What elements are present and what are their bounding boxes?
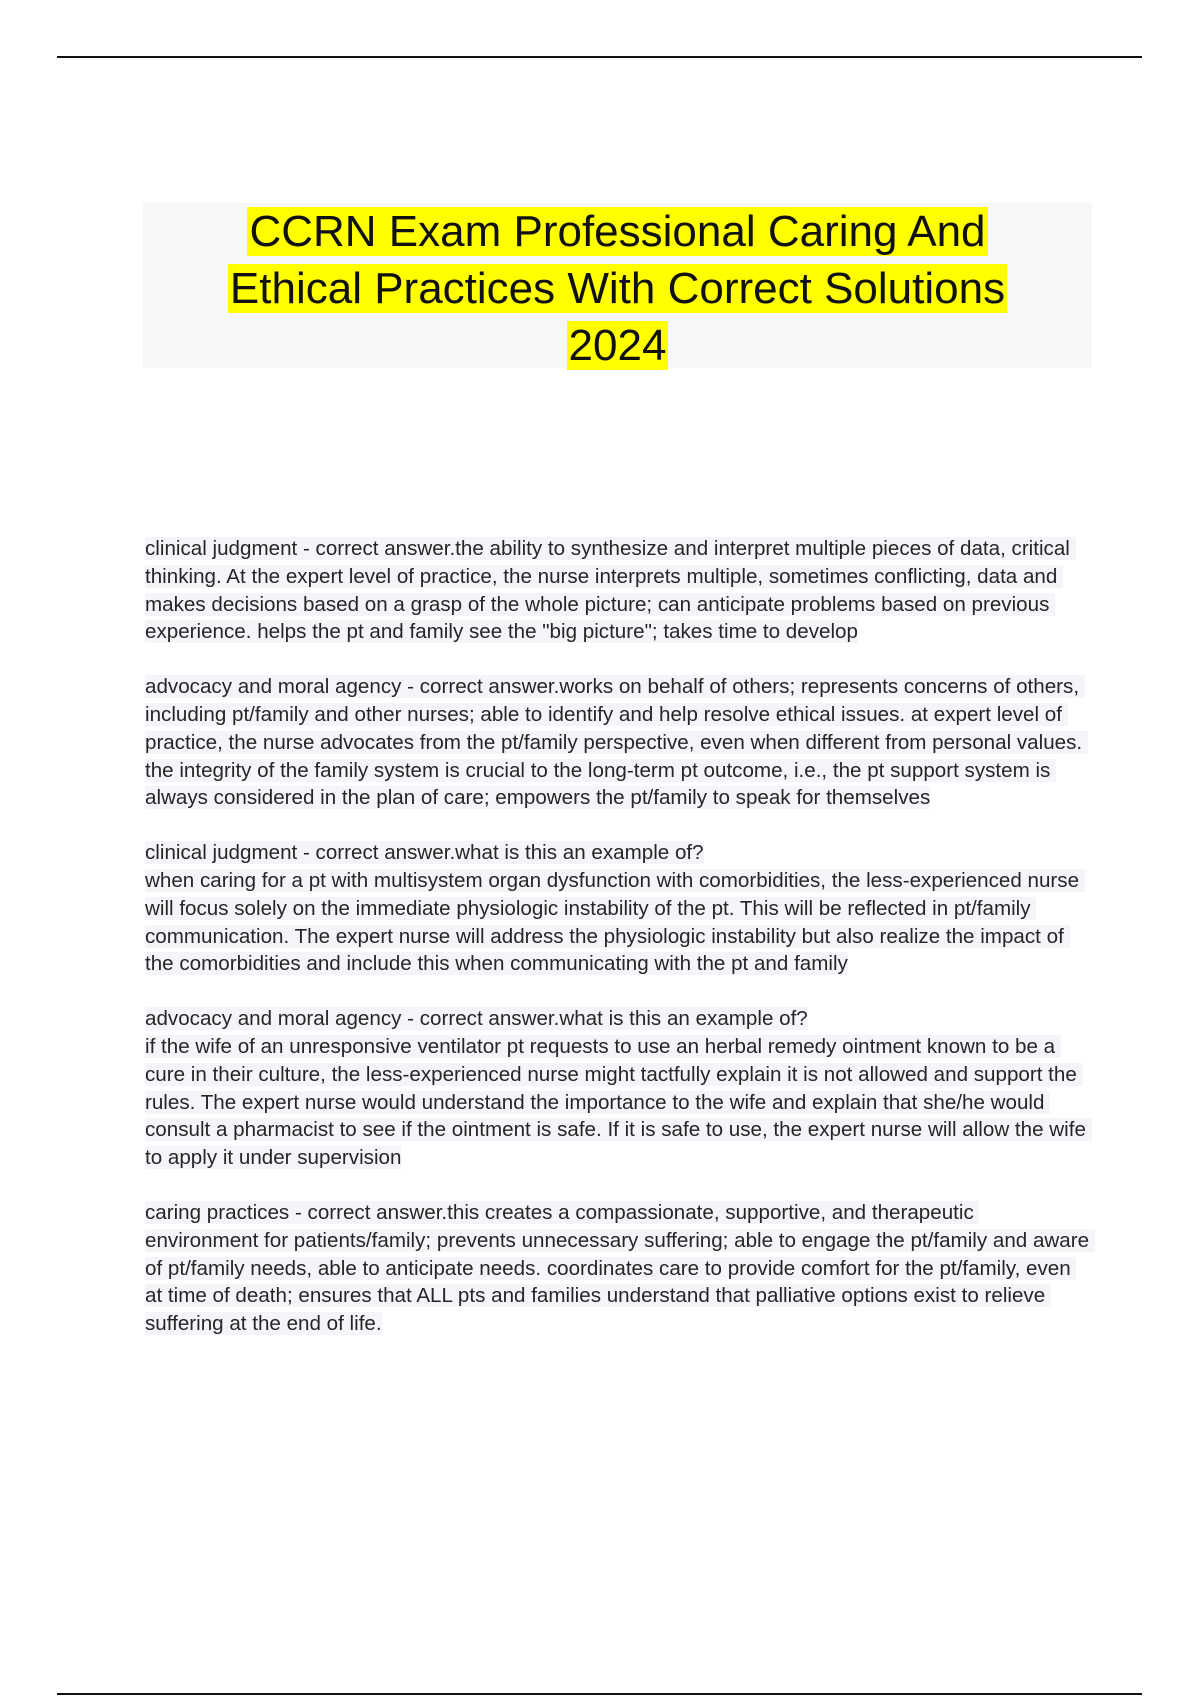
top-rule (57, 56, 1142, 58)
title-block (143, 203, 1092, 368)
bottom-rule (57, 1693, 1142, 1695)
qa-entry-advocacy-definition (145, 673, 1090, 812)
qa-entry-text: caring practices - correct answer.this creates a compassionate, supportive, and therapeutic environment for patients/family; prevents unnecessary suffering; able to engage the pt/family and aware of pt/family needs, able to anticipate needs. coordinates care to provide comfort for the pt/family, even at time of death; ensures that ALL pts and families understand that palliative options exist to relieve suffering at the end of life. (145, 1200, 1095, 1336)
document-title: CCRN Exam Professional Caring And Ethical Practices With Correct Solutions 2024 (229, 207, 1006, 370)
qa-list (145, 535, 1095, 1365)
qa-entry-clinical-judgment-example (145, 839, 1090, 978)
qa-entry-text: advocacy and moral agency - correct answer.works on behalf of others; represents concerns of others, including pt/family and other nurses; able to identify and help resolve ethical issues. at expert level of practice, the nurse advocates from the pt/family perspective, even when different from personal values. the integrity of the family system is crucial to the long-term pt outcome, i.e., the pt support system is always considered in the plan of care; empowers the pt/family to speak for themselves (145, 675, 1088, 810)
qa-entry-advocacy-example (145, 1005, 1090, 1172)
qa-entry-clinical-judgment-definition (145, 535, 1090, 646)
qa-entry-text: clinical judgment - correct answer.the ability to synthesize and interpret multiple pieces of data, critical thinking. At the expert level of practice, the nurse interprets multiple, sometimes conflicting, data and makes decisions based on a grasp of the whole picture; can anticipate problems based on previous experience. helps the pt and family see the "big picture"; takes time to develop (145, 537, 1076, 644)
qa-entry-caring-practices (145, 1199, 1095, 1338)
title-wrapper (178, 203, 1058, 374)
qa-entry-text: clinical judgment - correct answer.what is this an example of? when caring for a pt with multisystem organ dysfunction with comorbidities, the less-experienced nurse will focus solely on the immediate physiologic instability of the pt. This will be reflected in pt/family communication. The expert nurse will address the physiologic instability but also realize the impact of the comorbidities and include this when communicating with the pt and family (145, 841, 1085, 975)
qa-entry-text: advocacy and moral agency - correct answer.what is this an example of? if the wife of an unresponsive ventilator pt requests to use an herbal remedy ointment known to be a cure in their culture, the less-experienced nurse might tactfully explain it is not allowed and support the rules. The expert nurse would understand the importance to the wife and explain that she/he would consult a pharmacist to see if the ointment is safe. If it is safe to use, the expert nurse will allow the wife to apply it under supervision (145, 1007, 1092, 1169)
